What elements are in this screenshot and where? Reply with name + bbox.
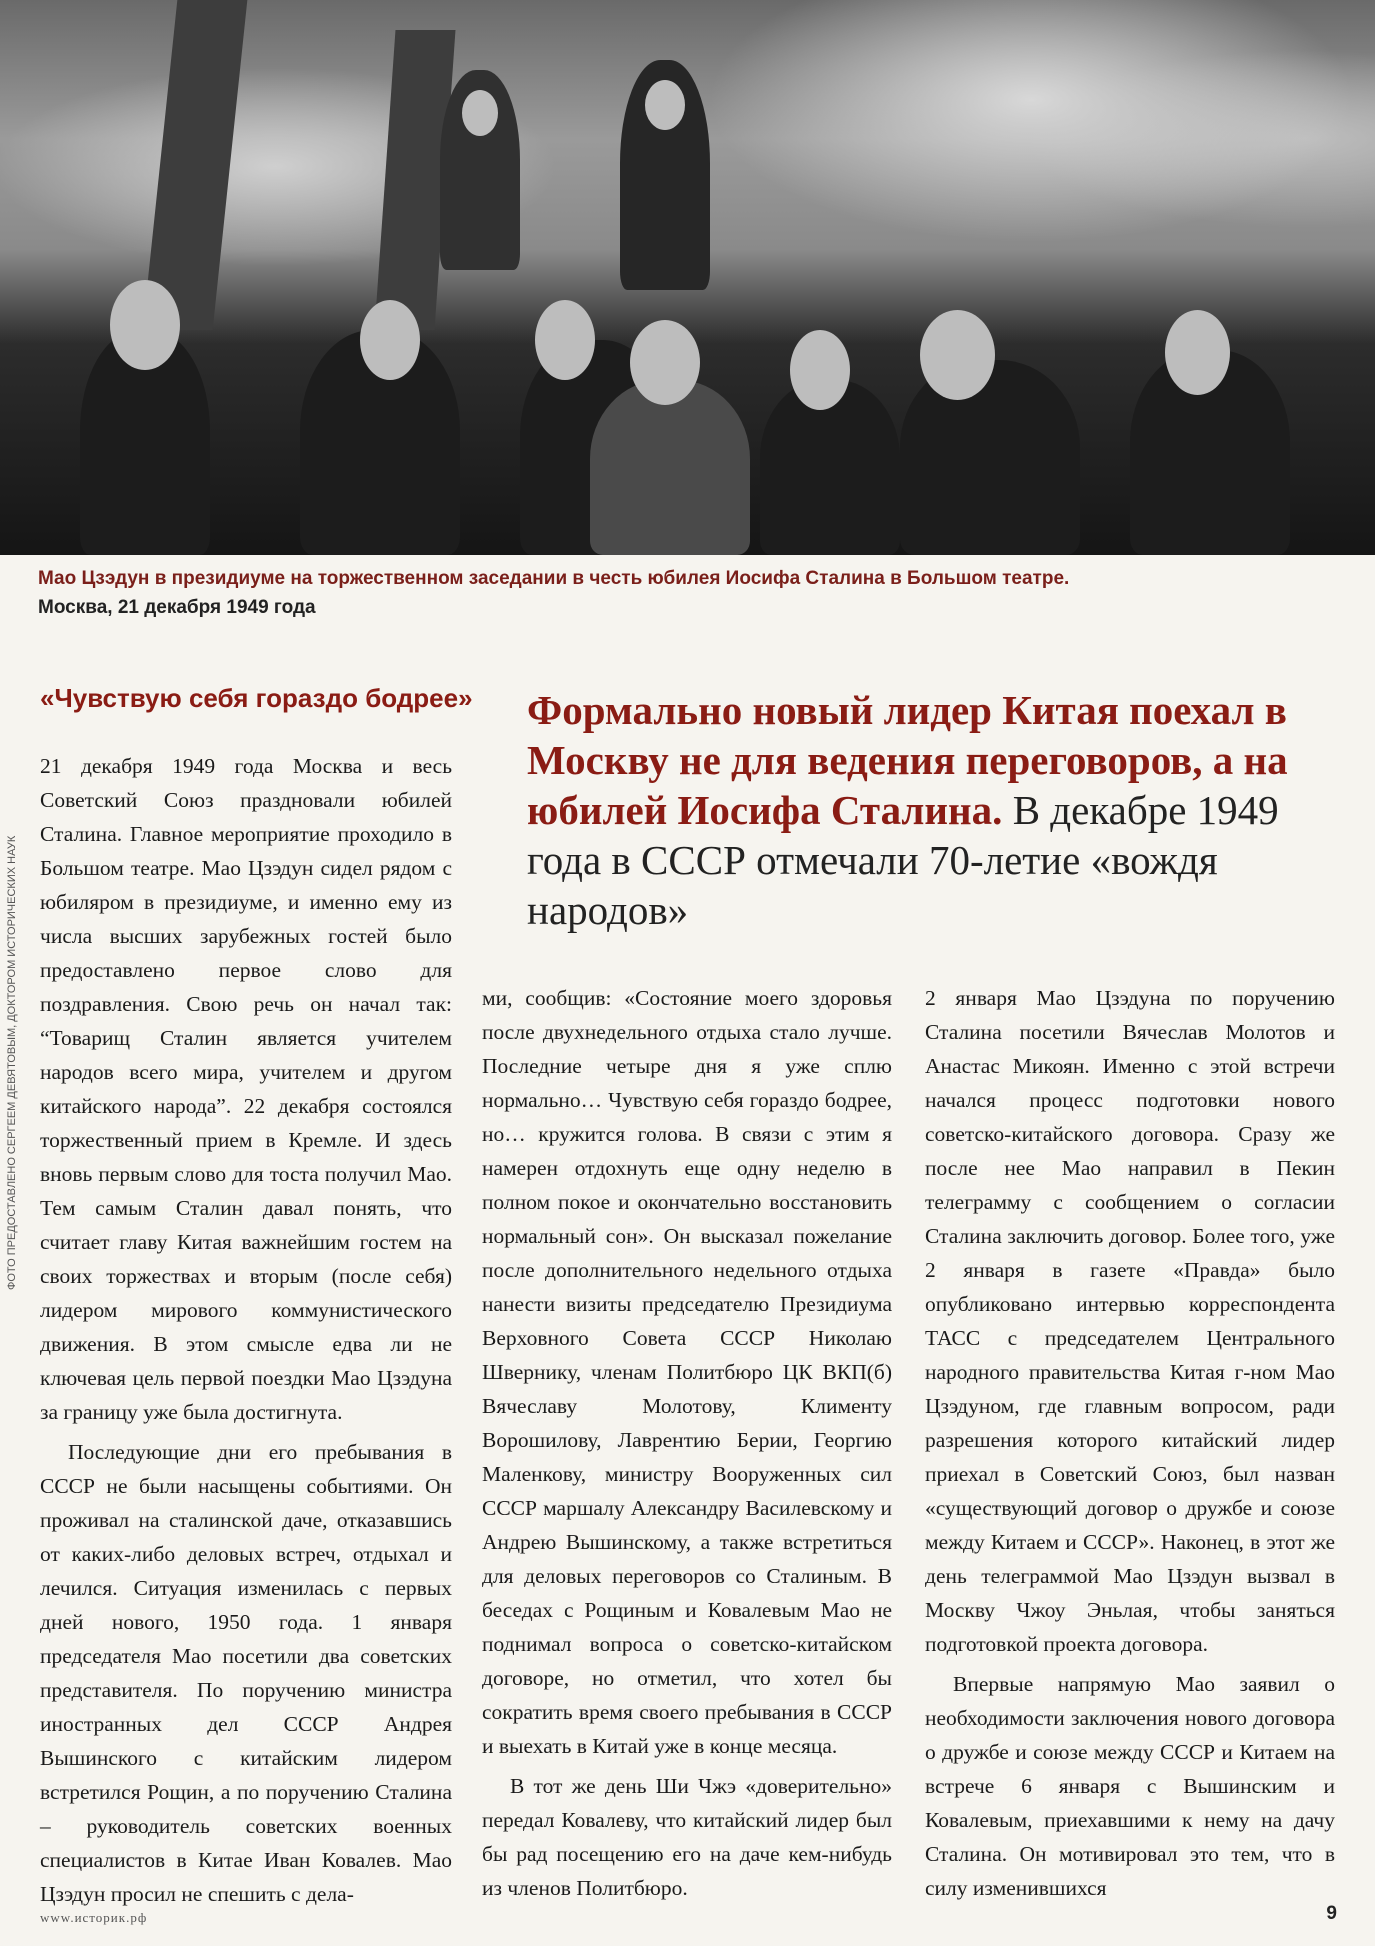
face bbox=[462, 90, 498, 136]
article-column-1 bbox=[40, 749, 452, 1911]
person bbox=[590, 380, 750, 555]
face bbox=[1165, 310, 1230, 395]
flag bbox=[143, 0, 248, 330]
paragraph: В тот же день Ши Чжэ «доверительно» передал Ковалеву, что китайский лидер был бы рад посещению его на даче кем-нибудь из членов Политбюро. bbox=[482, 1774, 892, 1900]
pull-quote-highlight: Формально новый лидер Китая поехал в Москву не для ведения переговоров, а на юбилей Иосифа Сталина. bbox=[527, 687, 1288, 833]
magazine-url: www.историк.рф bbox=[40, 1910, 148, 1925]
paragraph: Последующие дни его пребывания в СССР не были насыщены событиями. Он проживал на сталинской даче, отказавшись от каких-либо деловых встреч, отдыхал и лечился. Ситуация изменилась с первых дней нового, 1950 года. 1 января председателя Мао посетили два советских представителя. По поручению министра иностранных дел СССР Андрея Вышинского с китайским лидером встретился Рощин, а по поручению Сталина – руководитель советских военных специалистов в Китае Иван Ковалев. Мао Цзэдун просил не спешить с дела- bbox=[40, 1440, 452, 1906]
person bbox=[900, 360, 1080, 555]
paragraph: Впервые напрямую Мао заявил о необходимости заключения нового договора о дружбе и союзе между СССР и Китаем на встрече 6 января с Вышинским и Ковалевым, приехавшими к нему на дачу Сталина. Он мотивировал это тем, что в силу изменившихся bbox=[925, 1672, 1335, 1900]
photo-caption: Мао Цзэдун в президиуме на торжественном заседании в честь юбилея Иосифа Сталина в Большом театре. bbox=[38, 568, 1070, 589]
face bbox=[110, 280, 180, 370]
paragraph: 2 января Мао Цзэдуна по поручению Сталина посетили Вячеслав Молотов и Анастас Микоян. Именно с этой встречи начался процесс подготовки нового советско-китайского договора. Сразу же после нее Мао направил в Пекин телеграмму с сообщением о согласии Сталина заключить договор. Более того, уже 2 января в газете «Правда» было опубликовано интервью корреспондента ТАСС с председателем Центрального народного правительства Китая г-ном Мао Цзэдуном, где главным вопросом, ради разрешения которого китайский лидер приехал в Советский Союз, был назван «существующий договор о дружбе и союзе между Китаем и СССР». Наконец, в этот же день телеграммой Мао Цзэдун вызвал в Москву Чжоу Эньлая, чтобы заняться подготовкой проекта договора. bbox=[925, 986, 1335, 1656]
photo-credit: ФОТО ПРЕДОСТАВЛЕНО СЕРГЕЕМ ДЕВЯТОВЫМ, ДОКТОРОМ ИСТОРИЧЕСКИХ НАУК bbox=[6, 835, 18, 1290]
article-column-3 bbox=[925, 981, 1335, 1905]
pull-quote bbox=[527, 685, 1327, 935]
page-number: 9 bbox=[1326, 1903, 1337, 1924]
face bbox=[535, 300, 595, 380]
face bbox=[630, 320, 700, 405]
face bbox=[920, 310, 995, 400]
pull-quote-rest: В декабре 1949 года в СССР отмечали 70-летие «вождя народов» bbox=[527, 787, 1279, 933]
section-subhead: «Чувствую себя гораздо бодрее» bbox=[40, 683, 473, 713]
face bbox=[360, 300, 420, 380]
photo-caption-place-date: Москва, 21 декабря 1949 года bbox=[38, 597, 316, 618]
paragraph: ми, сообщив: «Состояние моего здоровья после двухнедельного отдыха стало лучше. Последние четыре дня я уже сплю нормально… Чувствую себя гораздо бодрее, но… кружится голова. В связи с этим я намерен отдохнуть еще одну неделю в полном покое и окончательно восстановить нормальный сон». Он высказал пожелание после дополнительного недельного отдыха нанести визиты председателю Президиума Верховного Совета СССР Николаю Швернику, членам Политбюро ЦК ВКП(б) Вячеславу Молотову, Клименту Ворошилову, Лаврентию Берии, Георгию Маленкову, министру Вооруженных сил СССР маршалу Александру Василевскому и Андрею Вышинскому, а также встретиться для деловых переговоров со Сталиным. В беседах с Рощиным и Ковалевым Мао не поднимал вопроса о советско-китайском договоре, но отметил, что хотел бы сократить время своего пребывания в СССР и выехать в Китай уже в конце месяца. bbox=[482, 986, 892, 1758]
presidium-photo bbox=[0, 0, 1375, 555]
article-column-2 bbox=[482, 981, 892, 1905]
paragraph: 21 декабря 1949 года Москва и весь Советский Союз праздновали юбилей Сталина. Главное мероприятие проходило в Большом театре. Мао Цзэдун сидел рядом с юбиляром в президиуме, и именно ему из числа высших зарубежных гостей было предоставлено первое слово для поздравления. Свою речь он начал так: “Товарищ Сталин является учителем народов всего мира, учителем и другом китайского народа”. 22 декабря состоялся торжественный прием в Кремле. И здесь вновь первым слово для тоста получил Мао. Тем самым Сталин давал понять, что считает главу Китая важнейшим гостем на своих торжествах и вторым (после себя) лидером мирового коммунистического движения. В этом смысле едва ли не ключевая цель первой поездки Мао Цзэдуна за границу уже была достигнута. bbox=[40, 754, 452, 1424]
face bbox=[645, 80, 685, 130]
face bbox=[790, 330, 850, 410]
